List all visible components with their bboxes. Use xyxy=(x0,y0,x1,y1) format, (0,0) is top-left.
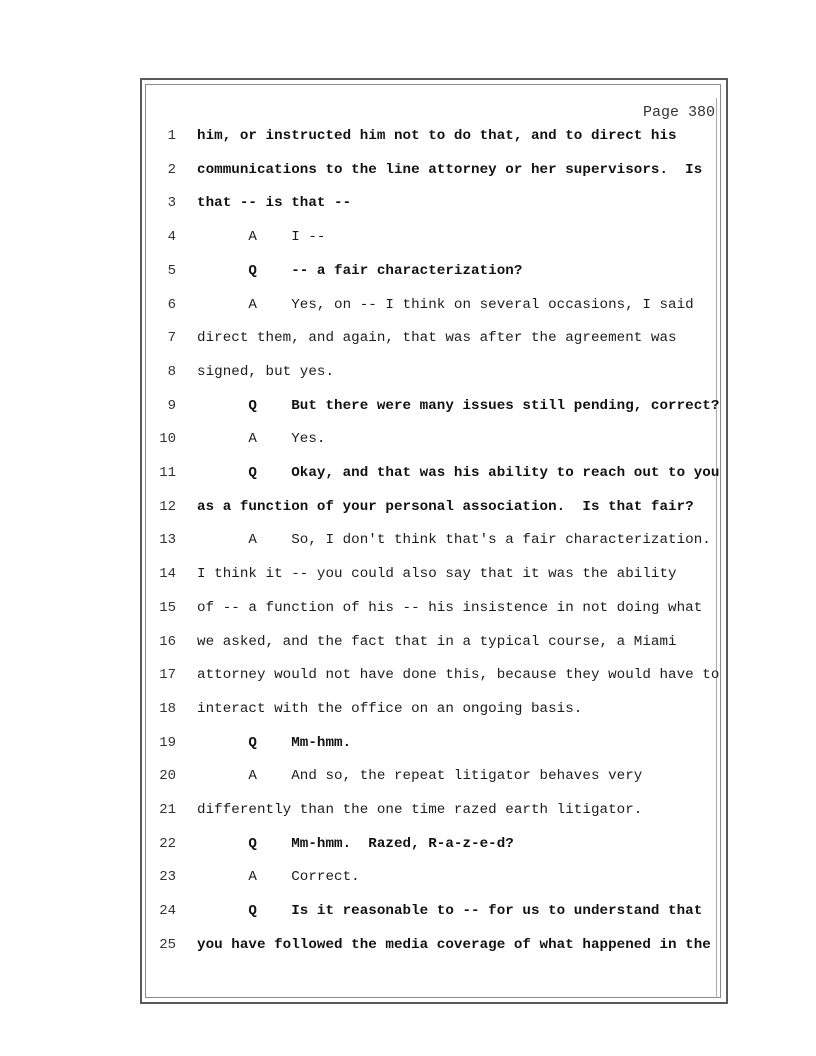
line-number: 1 xyxy=(167,128,176,144)
line-text: A I -- xyxy=(197,229,326,246)
line-number: 5 xyxy=(167,262,176,279)
line-text: Q Mm-hmm. Razed, R-a-z-e-d? xyxy=(197,835,514,852)
line-number: 15 xyxy=(159,599,176,616)
transcript-line xyxy=(150,836,514,860)
line-text: Q Is it reasonable to -- for us to understand that xyxy=(197,903,703,920)
line-text: of -- a function of his -- his insistence in not doing what xyxy=(197,599,703,616)
transcript-line xyxy=(150,398,719,422)
line-text: Q Mm-hmm. xyxy=(197,734,352,751)
transcript-line xyxy=(150,297,694,321)
transcript-line xyxy=(150,600,702,624)
line-number: 13 xyxy=(159,532,176,549)
line-text: Q But there were many issues still pending, correct? xyxy=(197,397,720,414)
transcript-line xyxy=(150,802,642,826)
line-text: signed, but yes. xyxy=(197,363,335,380)
transcript-line xyxy=(150,330,677,354)
transcript-line xyxy=(150,667,719,691)
page-number: Page 380 xyxy=(642,104,715,121)
transcript-line xyxy=(150,903,702,927)
line-text: Q Okay, and that was his ability to reach out to you xyxy=(197,465,720,481)
transcript-line xyxy=(150,128,677,152)
transcript-line xyxy=(150,195,351,219)
line-number: 12 xyxy=(159,498,176,515)
line-text: attorney would not have done this, because they would have to xyxy=(197,667,720,684)
line-number: 3 xyxy=(167,195,176,212)
line-number: 25 xyxy=(159,936,176,953)
line-text: A Yes, on -- I think on several occasions, I said xyxy=(197,296,694,313)
transcript-line xyxy=(150,499,694,523)
line-number: 2 xyxy=(167,161,176,178)
transcript-line xyxy=(150,768,642,792)
transcript-line xyxy=(150,263,522,287)
transcript-line xyxy=(150,465,719,489)
transcript-line xyxy=(150,701,582,725)
transcript-line xyxy=(150,869,360,893)
transcript-line xyxy=(150,735,351,759)
line-number: 21 xyxy=(159,802,176,818)
line-number: 18 xyxy=(159,700,176,717)
line-number: 22 xyxy=(159,835,176,852)
line-number: 7 xyxy=(167,330,176,347)
line-text: direct them, and again, that was after the agreement was xyxy=(197,330,677,347)
line-number: 23 xyxy=(159,869,176,886)
transcript-line xyxy=(150,634,677,658)
line-number: 10 xyxy=(159,431,176,448)
line-number: 6 xyxy=(167,296,176,313)
transcript-line xyxy=(150,162,702,186)
line-number: 8 xyxy=(167,363,176,380)
line-text: communications to the line attorney or her supervisors. Is xyxy=(197,161,703,178)
line-text: as a function of your personal association. Is that fair? xyxy=(197,498,694,515)
line-text: we asked, and the fact that in a typical course, a Miami xyxy=(197,633,677,650)
line-text: him, or instructed him not to do that, and to direct his xyxy=(197,128,677,144)
line-text: Q -- a fair characterization? xyxy=(197,262,523,279)
line-text: differently than the one time razed earth litigator. xyxy=(197,802,643,818)
page-frame-right-margin xyxy=(716,98,722,998)
transcript-line xyxy=(150,431,325,455)
line-number: 24 xyxy=(159,903,176,920)
line-text: A And so, the repeat litigator behaves very xyxy=(197,768,643,785)
line-number: 16 xyxy=(159,633,176,650)
line-number: 17 xyxy=(159,667,176,684)
transcript-line xyxy=(150,229,325,253)
transcript-line xyxy=(150,532,711,556)
transcript-line xyxy=(150,937,711,961)
transcript-line xyxy=(150,364,334,388)
line-number: 19 xyxy=(159,734,176,751)
line-number: 11 xyxy=(159,465,176,481)
line-number: 9 xyxy=(167,397,176,414)
line-text: interact with the office on an ongoing basis. xyxy=(197,700,583,717)
transcript-line xyxy=(150,566,677,590)
line-text: A So, I don't think that's a fair characterization. xyxy=(197,532,711,549)
line-text: I think it -- you could also say that it was the ability xyxy=(197,566,677,583)
line-text: A Correct. xyxy=(197,869,360,886)
line-text: you have followed the media coverage of what happened in the xyxy=(197,936,711,953)
line-number: 4 xyxy=(167,229,176,246)
line-number: 20 xyxy=(159,768,176,785)
line-text: A Yes. xyxy=(197,431,326,448)
line-text: that -- is that -- xyxy=(197,195,352,212)
line-number: 14 xyxy=(159,566,176,583)
